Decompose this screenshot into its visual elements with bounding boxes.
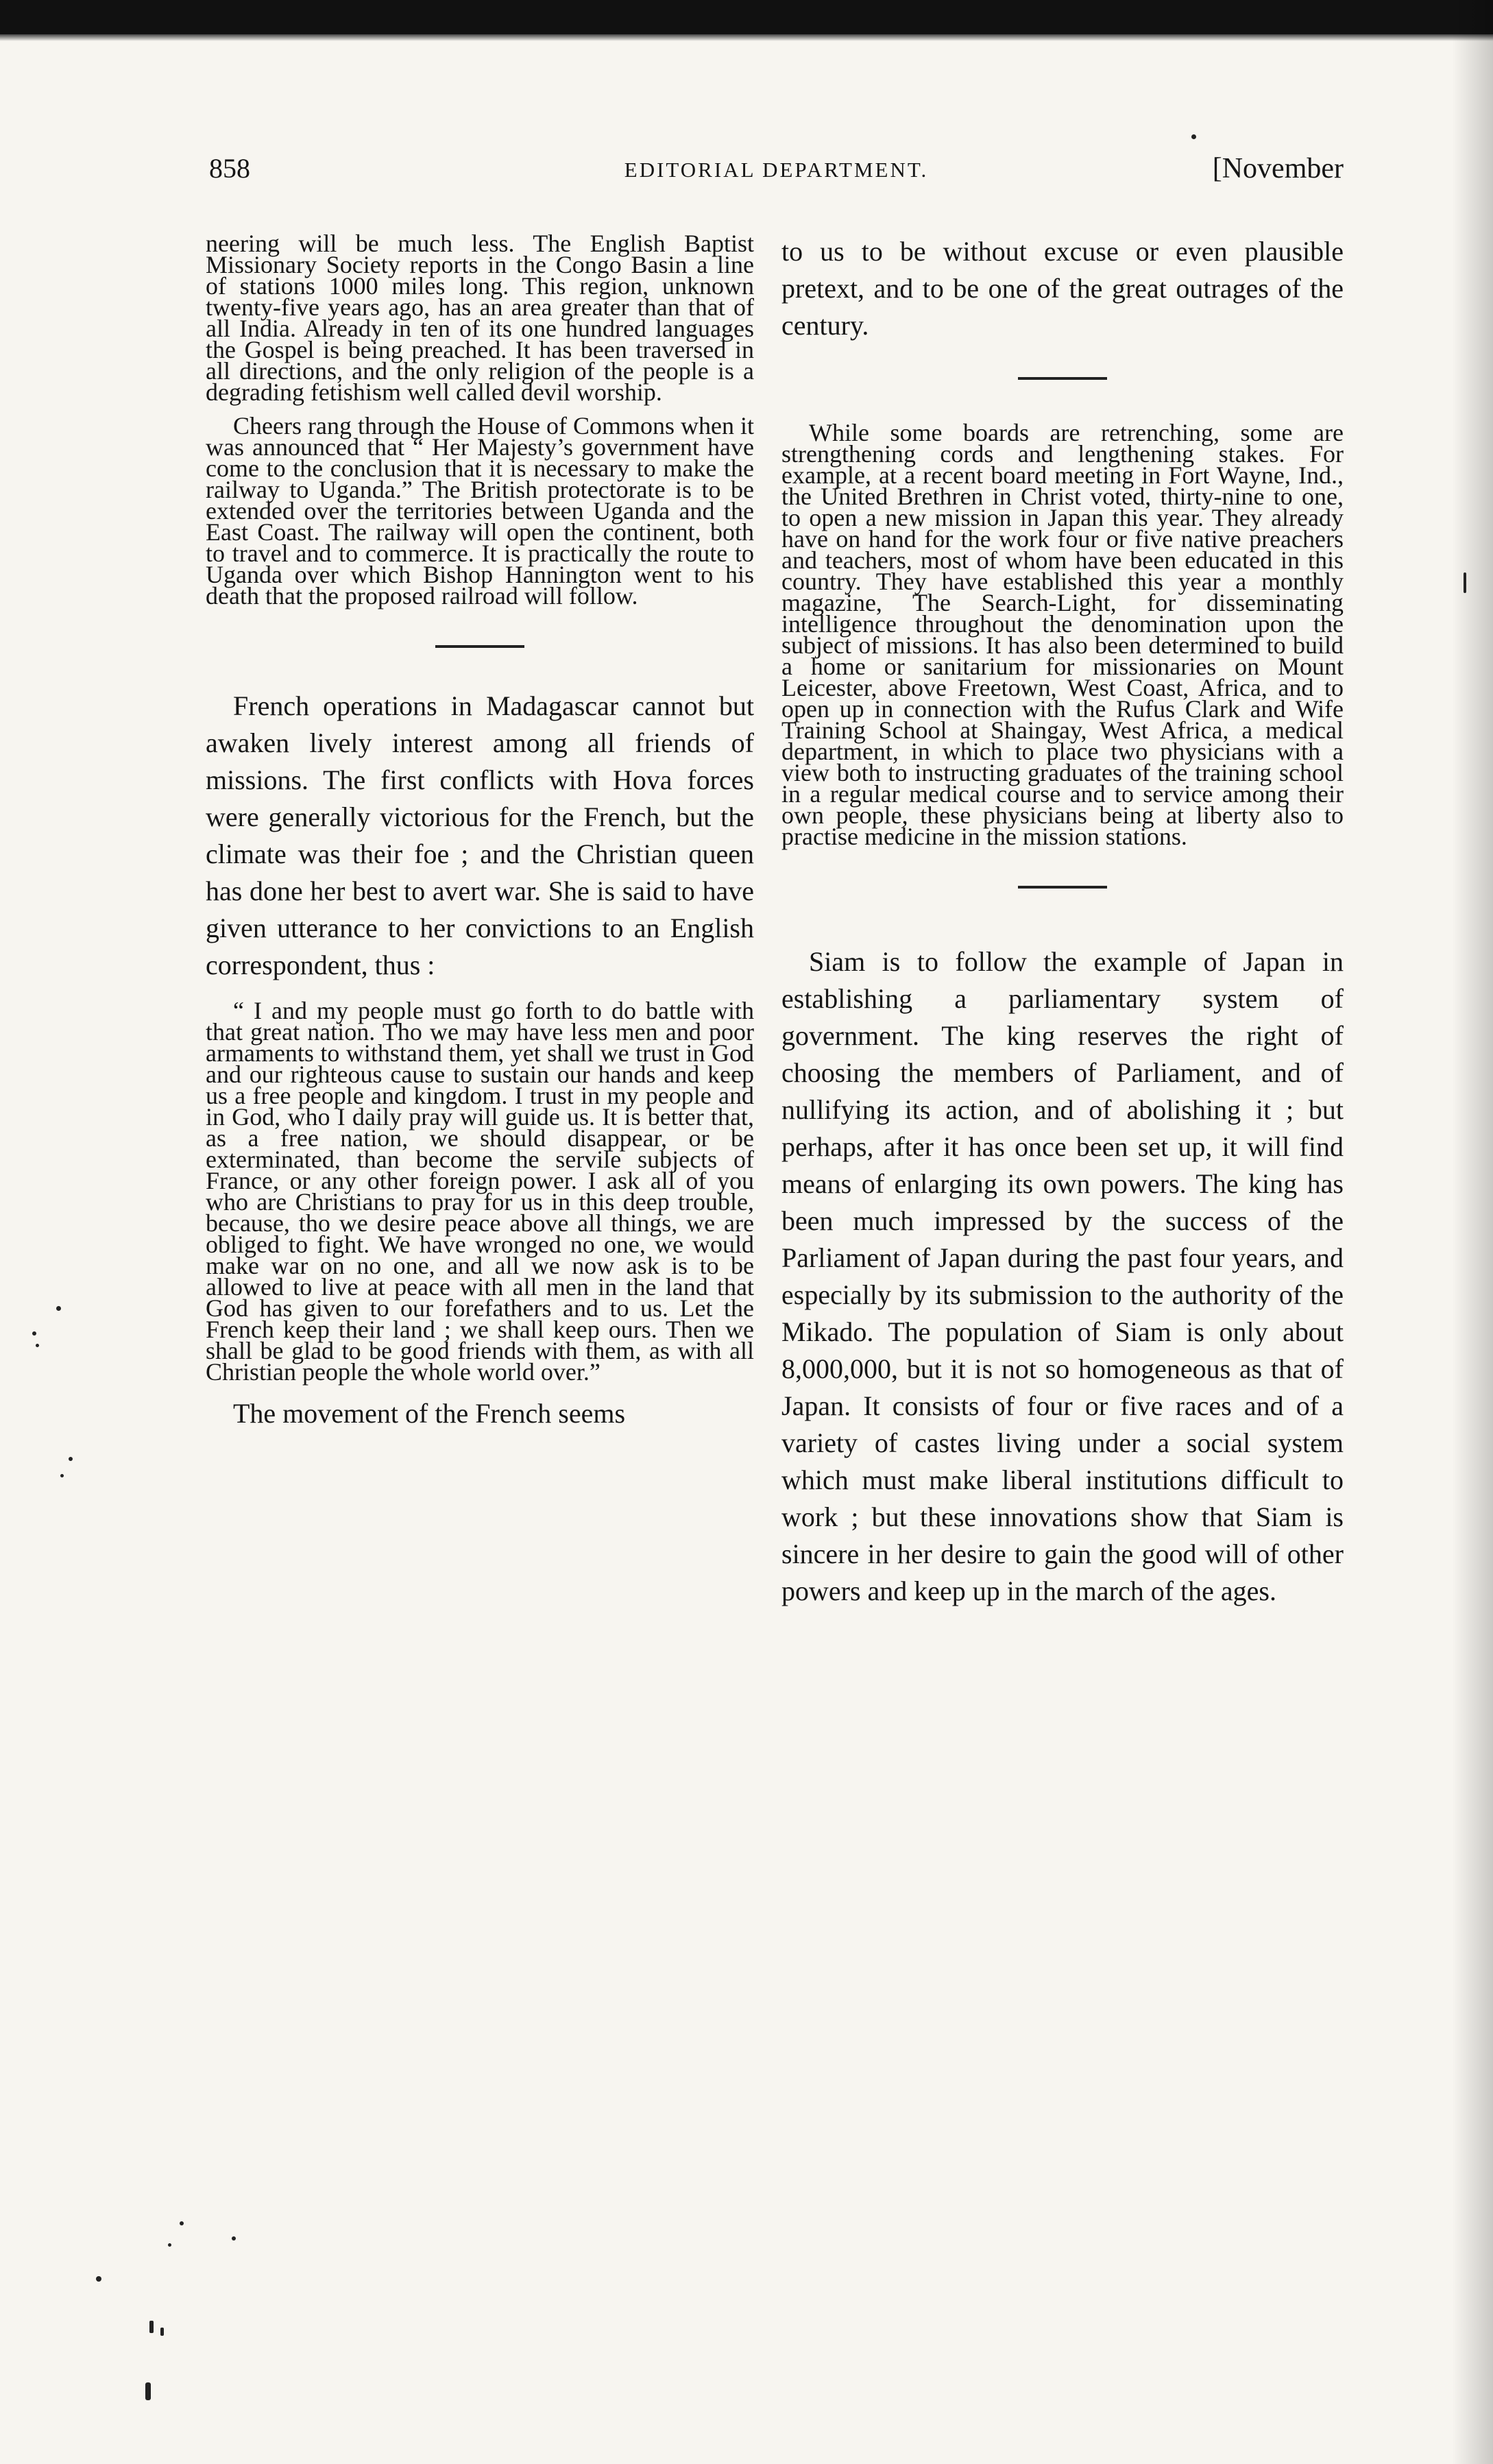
ink-speck [145,2382,151,2400]
ink-speck [96,2276,101,2282]
scan-top-edge [0,34,1493,41]
ink-speck [168,2243,171,2247]
scan-right-shadow [1452,0,1493,2464]
queen-quote: “ I and my people must go forth to do battle with that great nation. Tho we may have less men and poor armaments to withstand them, yet shall we trust in God and our righteous cause to sustain our hands and keep us a free people and kingdom. I trust in my people and in God, who I daily pray will guide us. It is better that, as a free nation, we should disappear, or be exterminated, than become the servile subjects of France, or any other foreign power. I ask all of you who are Christians to pray for us in this deep trouble, because, tho we desire peace above all things, we are obliged to fight. We have wronged no one, we would make war on no one, and all we now ask is to be allowed to live at peace with all men in the land that God has given to our forefathers and to us. Let the French keep their land ; we shall keep ours. Then we shall be glad to be good friends with them, as with all Christian people the whole world over.” [206,997,754,1386]
section-divider [1018,377,1107,380]
page-number: 858 [209,153,250,184]
left-column [206,230,754,1432]
section-divider [435,645,524,648]
ink-speck [1191,134,1196,139]
ink-speck [149,2321,154,2333]
united-brethren-paragraph: While some boards are retrenching, some are strengthening cords and lengthening stakes. For example, at a recent board meeting in Fort Wayne, Ind., the United Brethren in Christ voted, thirty-nine to one, to open a new mission in Japan this year. They already have on hand for the work four or five native preachers and teachers, most of whom have been educated in this country. They have established this year a monthly magazine, The Search-Light, for disseminating intelligence throughout the denomination upon the subject of missions. It has also been determined to build a home or sanitarium for missionaries on Mount Leicester, above Freetown, West Coast, Africa, and to open up in connection with the Rufus Clark and Wife Training School at Shaingay, West Africa, a medical department, in which to place two physicians with a view both to instructing graduates of the training school in a regular medical course and to service among their own people, these physicians being at liberty also to practise medicine in the mission stations. [781,419,1344,850]
ink-speck [160,2328,164,2336]
scan-top-border [0,0,1493,34]
ink-speck [56,1306,61,1311]
ink-speck [69,1457,73,1461]
ink-speck [232,2236,236,2240]
page-header [209,152,1344,207]
section-divider [1018,886,1107,889]
ink-speck [180,2221,184,2225]
running-head: EDITORIAL DEPARTMENT. [624,158,929,182]
outrage-paragraph: to us to be without excuse or even plausible pretext, and to be one of the great outrages of the century. [781,236,1344,341]
ink-speck [32,1331,36,1336]
ink-speck [60,1474,64,1477]
siam-paragraph: Siam is to follow the example of Japan in establishing a parliamentary system of government. The king reserves the right of choosing the members of Parliament, and of nullifying its action, and of abolishing it ; but perhaps, after it has once been set up, it will find means of enlarging its own powers. The king has been much impressed by the success of the Parliament of Japan during the past four years, and especially by its submission to the authority of the Mikado. The population of Siam is only about 8,000,000, but it is not so homogeneous as that of Japan. It consists of four or five races and of a variety of castes living under a social system which must make liberal institutions difficult to work ; but these innovations show that Siam is sincere in her desire to gain the good will of other powers and keep up in the march of the ages. [781,946,1344,1606]
congo-paragraph: neering will be much less. The English Baptist Missionary Society reports in the Congo Basin a line of stations 1000 miles long. This region, unknown twenty-five years ago, has an area greater than that of all India. Already in ten of its one hundred languages the Gospel is being preached. It has been traversed in all directions, and the only religion of the people is a degrading fetishism well called devil worship. [206,230,754,406]
page-month: [November [1212,153,1344,184]
ink-speck [36,1344,39,1347]
right-column [781,233,1344,1610]
uganda-paragraph: Cheers rang through the House of Commons when it was announced that “ Her Majesty’s government have come to the conclusion that it is necessary to make the railway to Uganda.” The British protectorate is to be extended over the territories between Uganda and the East Coast. The railway will open the continent, both to travel and to commerce. It is practically the route to Uganda over which Bishop Hannington went to his death that the proposed railroad will follow. [206,412,754,609]
madagascar-paragraph: French operations in Madagascar cannot but awaken lively interest among all friends of missions. The first conflicts with Hova forces were generally victorious for the French, but the climate was their foe ; and the Christian queen has done her best to avert war. She is said to have given utterance to her convictions to an English correspondent, thus : [206,690,754,980]
french-movement-line: The movement of the French seems [233,1398,626,1429]
